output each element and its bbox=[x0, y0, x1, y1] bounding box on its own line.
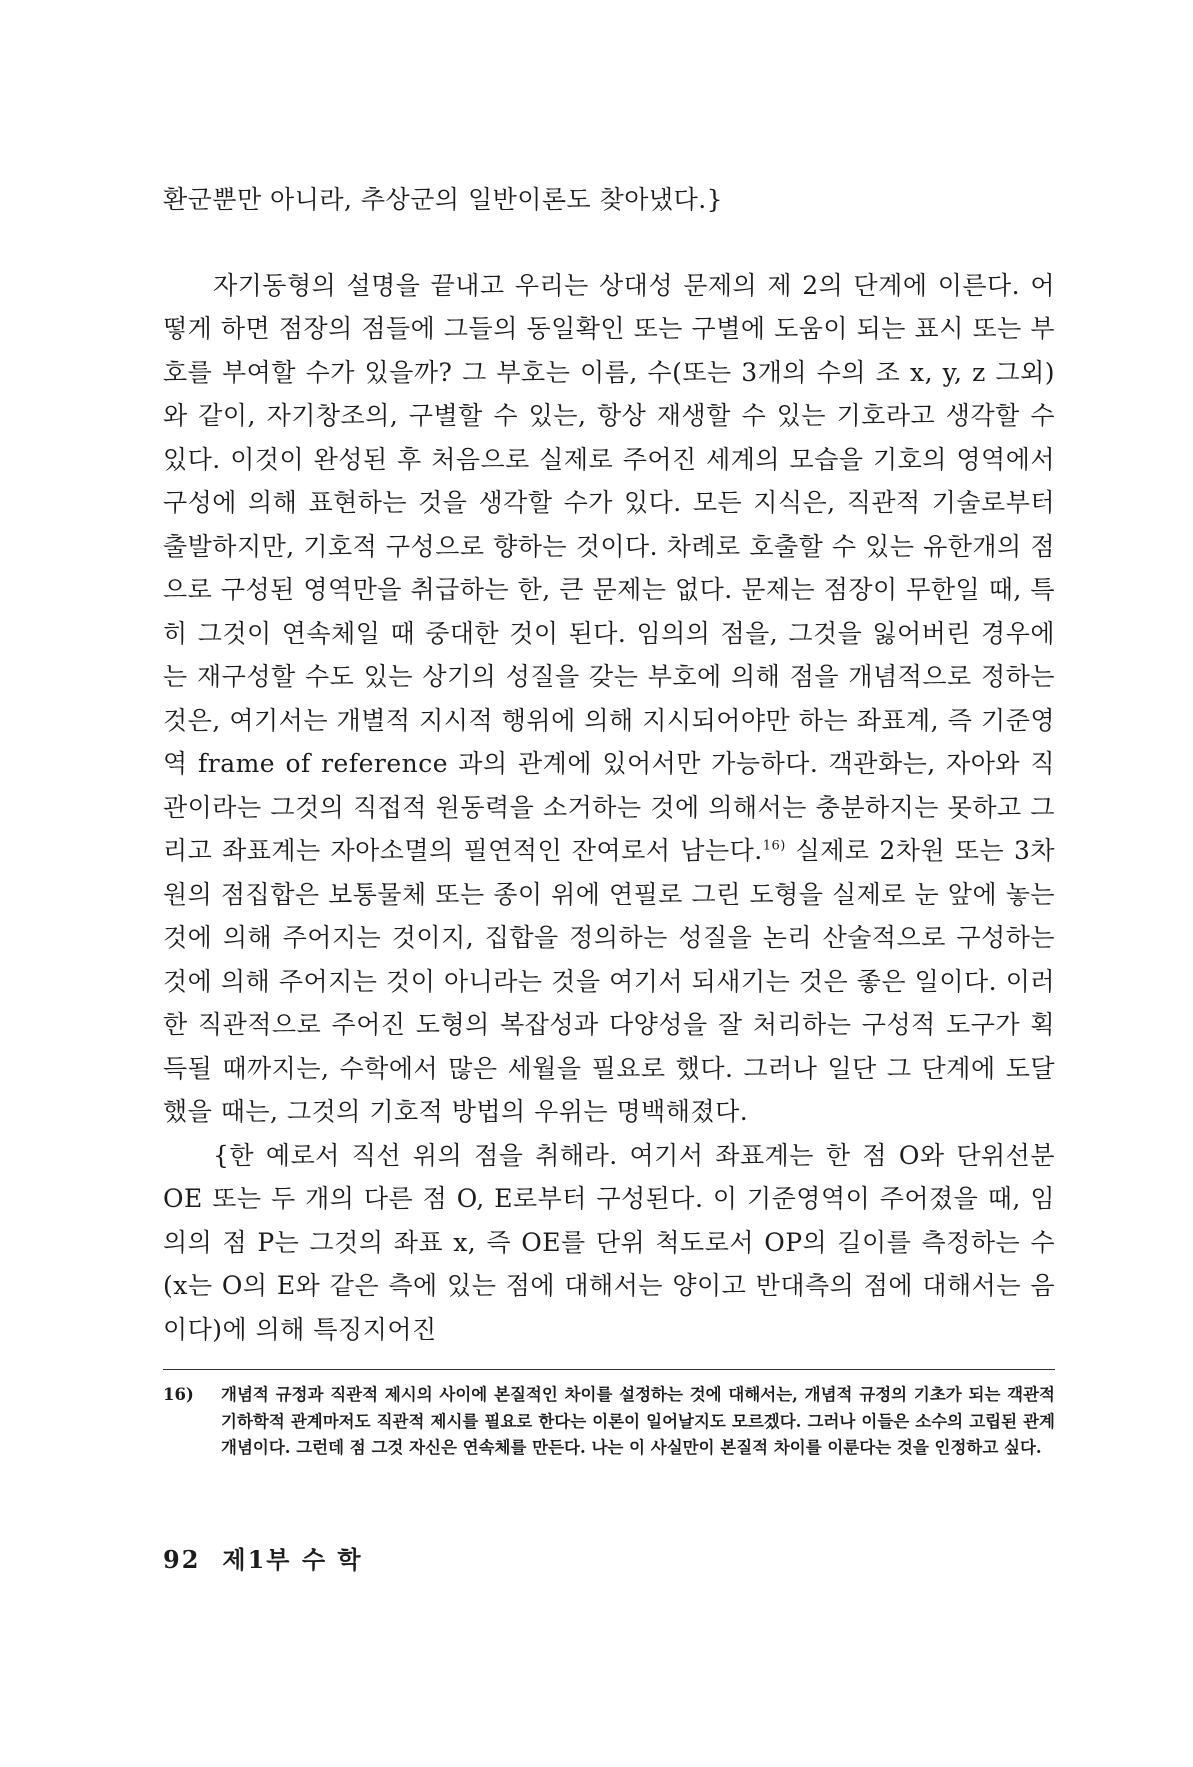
footnote-text: 개념적 규정과 직관적 제시의 사이에 본질적인 차이를 설정하는 것에 대해서는, 개념적 규정의 기초가 되는 객관적 기하학적 관계마저도 직관적 제시를 필요로 한다는 이론이 일어날지도 모르겠다. 그러나 이들은 소수의 고립된 관계개념이다. 그런데 점 그것 자신은 연속체를 만든다. 나는 이 사실만이 본질적 차이를 이룬다는 것을 인정하고 싶다. bbox=[221, 1385, 1055, 1457]
section-title: 제1부 수 학 bbox=[222, 1545, 363, 1574]
body-text bbox=[163, 178, 1055, 1351]
footnote-divider bbox=[163, 1369, 1055, 1370]
paragraph-main bbox=[163, 264, 1055, 1134]
page-footer bbox=[163, 1540, 363, 1575]
footnote-number: 16) bbox=[163, 1385, 194, 1404]
footnote-reference[interactable]: 16) bbox=[762, 838, 786, 854]
paragraph-example: {한 예로서 직선 위의 점을 취해라. 여기서 좌표계는 한 점 O와 단위선분 OE 또는 두 개의 다른 점 O, E로부터 구성된다. 이 기준영역이 주어졌을 때, 임의의 점 P는 그것의 좌표 x, 즉 OE를 단위 척도로서 OP의 길이를 측정하는 수(x는 O의 E와 같은 측에 있는 점에 대해서는 양이고 반대측의 점에 대해서는 음이다)에 의해 특징지어진 bbox=[163, 1140, 1055, 1344]
paragraph-main-text: 자기동형의 설명을 끝내고 우리는 상대성 문제의 제 2의 단계에 이른다. 어떻게 하면 점장의 점들에 그들의 동일확인 또는 구별에 도움이 되는 표시 또는 부호를 부여할 수가 있을까? 그 부호는 이름, 수(또는 3개의 수의 조 x, y, z 그외)와 같이, 자기창조의, 구별할 수 있는, 항상 재생할 수 있는 기호라고 생각할 수 있다. 이것이 완성된 후 처음으로 실제로 주어진 세계의 모습을 기호의 영역에서 구성에 의해 표현하는 것을 생각할 수가 있다. 모든 지식은, 직관적 기술로부터 출발하지만, 기호적 구성으로 향하는 것이다. 차례로 호출할 수 있는 유한개의 점으로 구성된 영역만을 취급하는 한, 큰 문제는 없다. 문제는 점장이 무한일 때, 특히 그것이 연속체일 때 중대한 것이 된다. 임의의 점을, 그것을 잃어버린 경우에는 재구성할 수도 있는 상기의 성질을 갖는 부호에 의해 점을 개념적으로 정하는 것은, 여기서는 개별적 지시적 행위에 의해 지시되어야만 하는 좌표계, 즉 기준영역 frame of reference 과의 관계에 있어서만 가능하다. 객관화는, 자아와 직관이라는 그것의 직접적 원동력을 소거하는 것에 의해서는 충분하지는 못하고 그리고 좌표계는 자아소멸의 필연적인 잔여로서 남는다. bbox=[163, 270, 1055, 865]
page-number: 92 bbox=[163, 1545, 201, 1574]
footnote bbox=[163, 1382, 1055, 1462]
paragraph-continuation: 환군뿐만 아니라, 추상군의 일반이론도 찾아냈다.} bbox=[163, 185, 724, 214]
paragraph-main-continued: 실제로 2차원 또는 3차원의 점집합은 보통물체 또는 종이 위에 연필로 그린 도형을 실제로 눈 앞에 놓는 것에 의해 주어지는 것이지, 집합을 정의하는 성질을 논리 산술적으로 구성하는 것에 의해 주어지는 것이 아니라는 것을 여기서 되새기는 것은 좋은 일이다. 이러한 직관적으로 주어진 도형의 복잡성과 다양성을 잘 처리하는 구성적 도구가 획득될 때까지는, 수학에서 많은 세월을 필요로 했다. 그러나 일단 그 단계에 도달했을 때는, 그것의 기호적 방법의 우위는 명백해졌다. bbox=[163, 836, 1056, 1126]
paragraph-gap bbox=[163, 222, 1055, 264]
